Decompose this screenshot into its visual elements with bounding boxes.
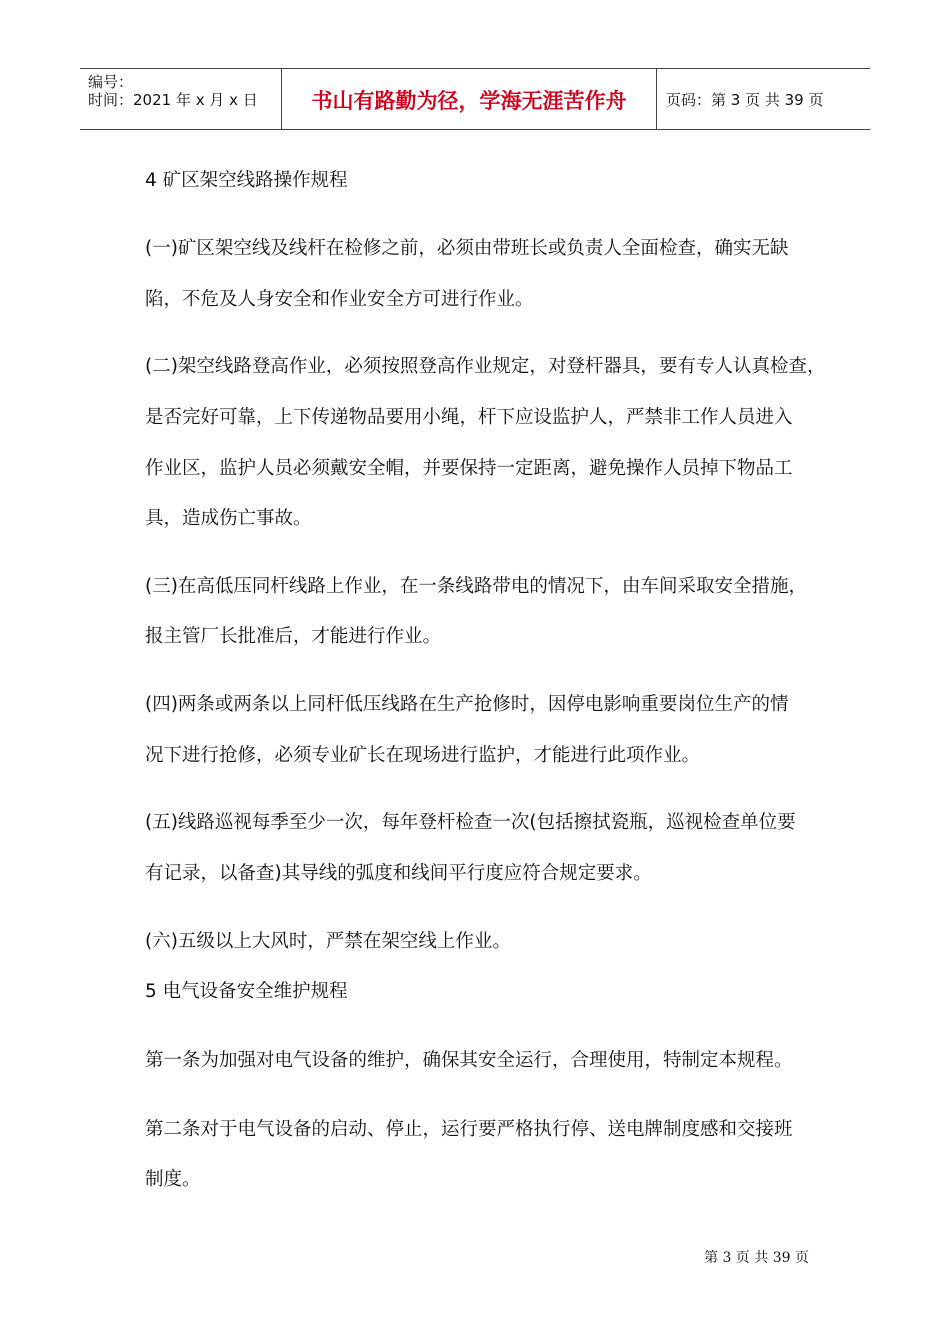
section-heading: 5 电气设备安全维护规程 bbox=[145, 981, 348, 1002]
document-number-label: 编号： bbox=[88, 73, 134, 91]
paragraph-line: 报主管厂长批准后，才能进行作业。 bbox=[145, 626, 442, 647]
paragraph-line: (二)架空线路登高作业，必须按照登高作业规定，对登杆器具，要有专人认真检查， bbox=[145, 356, 826, 377]
header-page-code: 页码：第 3 页 共 39 页 bbox=[666, 91, 824, 109]
paragraph-line: 陷，不危及人身安全和作业安全方可进行作业。 bbox=[145, 289, 534, 310]
paragraph-line: 是否完好可靠，上下传递物品要用小绳，杆下应设监护人，严禁非工作人员进入 bbox=[145, 407, 793, 428]
header-motto-cell bbox=[281, 69, 657, 129]
header-motto: 书山有路勤为径，学海无涯苦作舟 bbox=[311, 89, 627, 113]
paragraph-line: 况下进行抢修，必须专业矿长在现场进行监护，才能进行此项作业。 bbox=[145, 745, 701, 766]
paragraph-line: 第一条为加强对电气设备的维护，确保其安全运行，合理使用，特制定本规程。 bbox=[145, 1050, 793, 1071]
paragraph-line: (六)五级以上大风时，严禁在架空线上作业。 bbox=[145, 931, 511, 952]
paragraph-line: 第二条对于电气设备的启动、停止，运行要严格执行停、送电牌制度感和交接班 bbox=[145, 1119, 793, 1140]
header-info-cell bbox=[80, 69, 280, 129]
paragraph-line: (一)矿区架空线及线杆在检修之前，必须由带班长或负责人全面检查，确实无缺 bbox=[145, 238, 789, 259]
page-footer: 第 3 页 共 39 页 bbox=[704, 1250, 809, 1266]
header-page-cell bbox=[656, 69, 870, 129]
paragraph-line: (三)在高低压同杆线路上作业，在一条线路带电的情况下，由车间采取安全措施， bbox=[145, 576, 807, 597]
paragraph-line: (四)两条或两条以上同杆低压线路在生产抢修时，因停电影响重要岗位生产的情 bbox=[145, 694, 789, 715]
page-header bbox=[80, 68, 870, 130]
paragraph-line: 具，造成伤亡事故。 bbox=[145, 508, 312, 529]
paragraph-line: 有记录，以备查)其导线的弧度和线间平行度应符合规定要求。 bbox=[145, 863, 652, 884]
paragraph-line: 制度。 bbox=[145, 1169, 201, 1190]
paragraph-line: 作业区，监护人员必须戴安全帽，并要保持一定距离，避免操作人员掉下物品工 bbox=[145, 458, 793, 479]
document-date: 时间：2021 年 x 月 x 日 bbox=[88, 91, 258, 109]
paragraph-line: (五)线路巡视每季至少一次，每年登杆检查一次(包括擦拭瓷瓶，巡视检查单位要 bbox=[145, 812, 796, 833]
section-heading: 4 矿区架空线路操作规程 bbox=[145, 170, 348, 191]
